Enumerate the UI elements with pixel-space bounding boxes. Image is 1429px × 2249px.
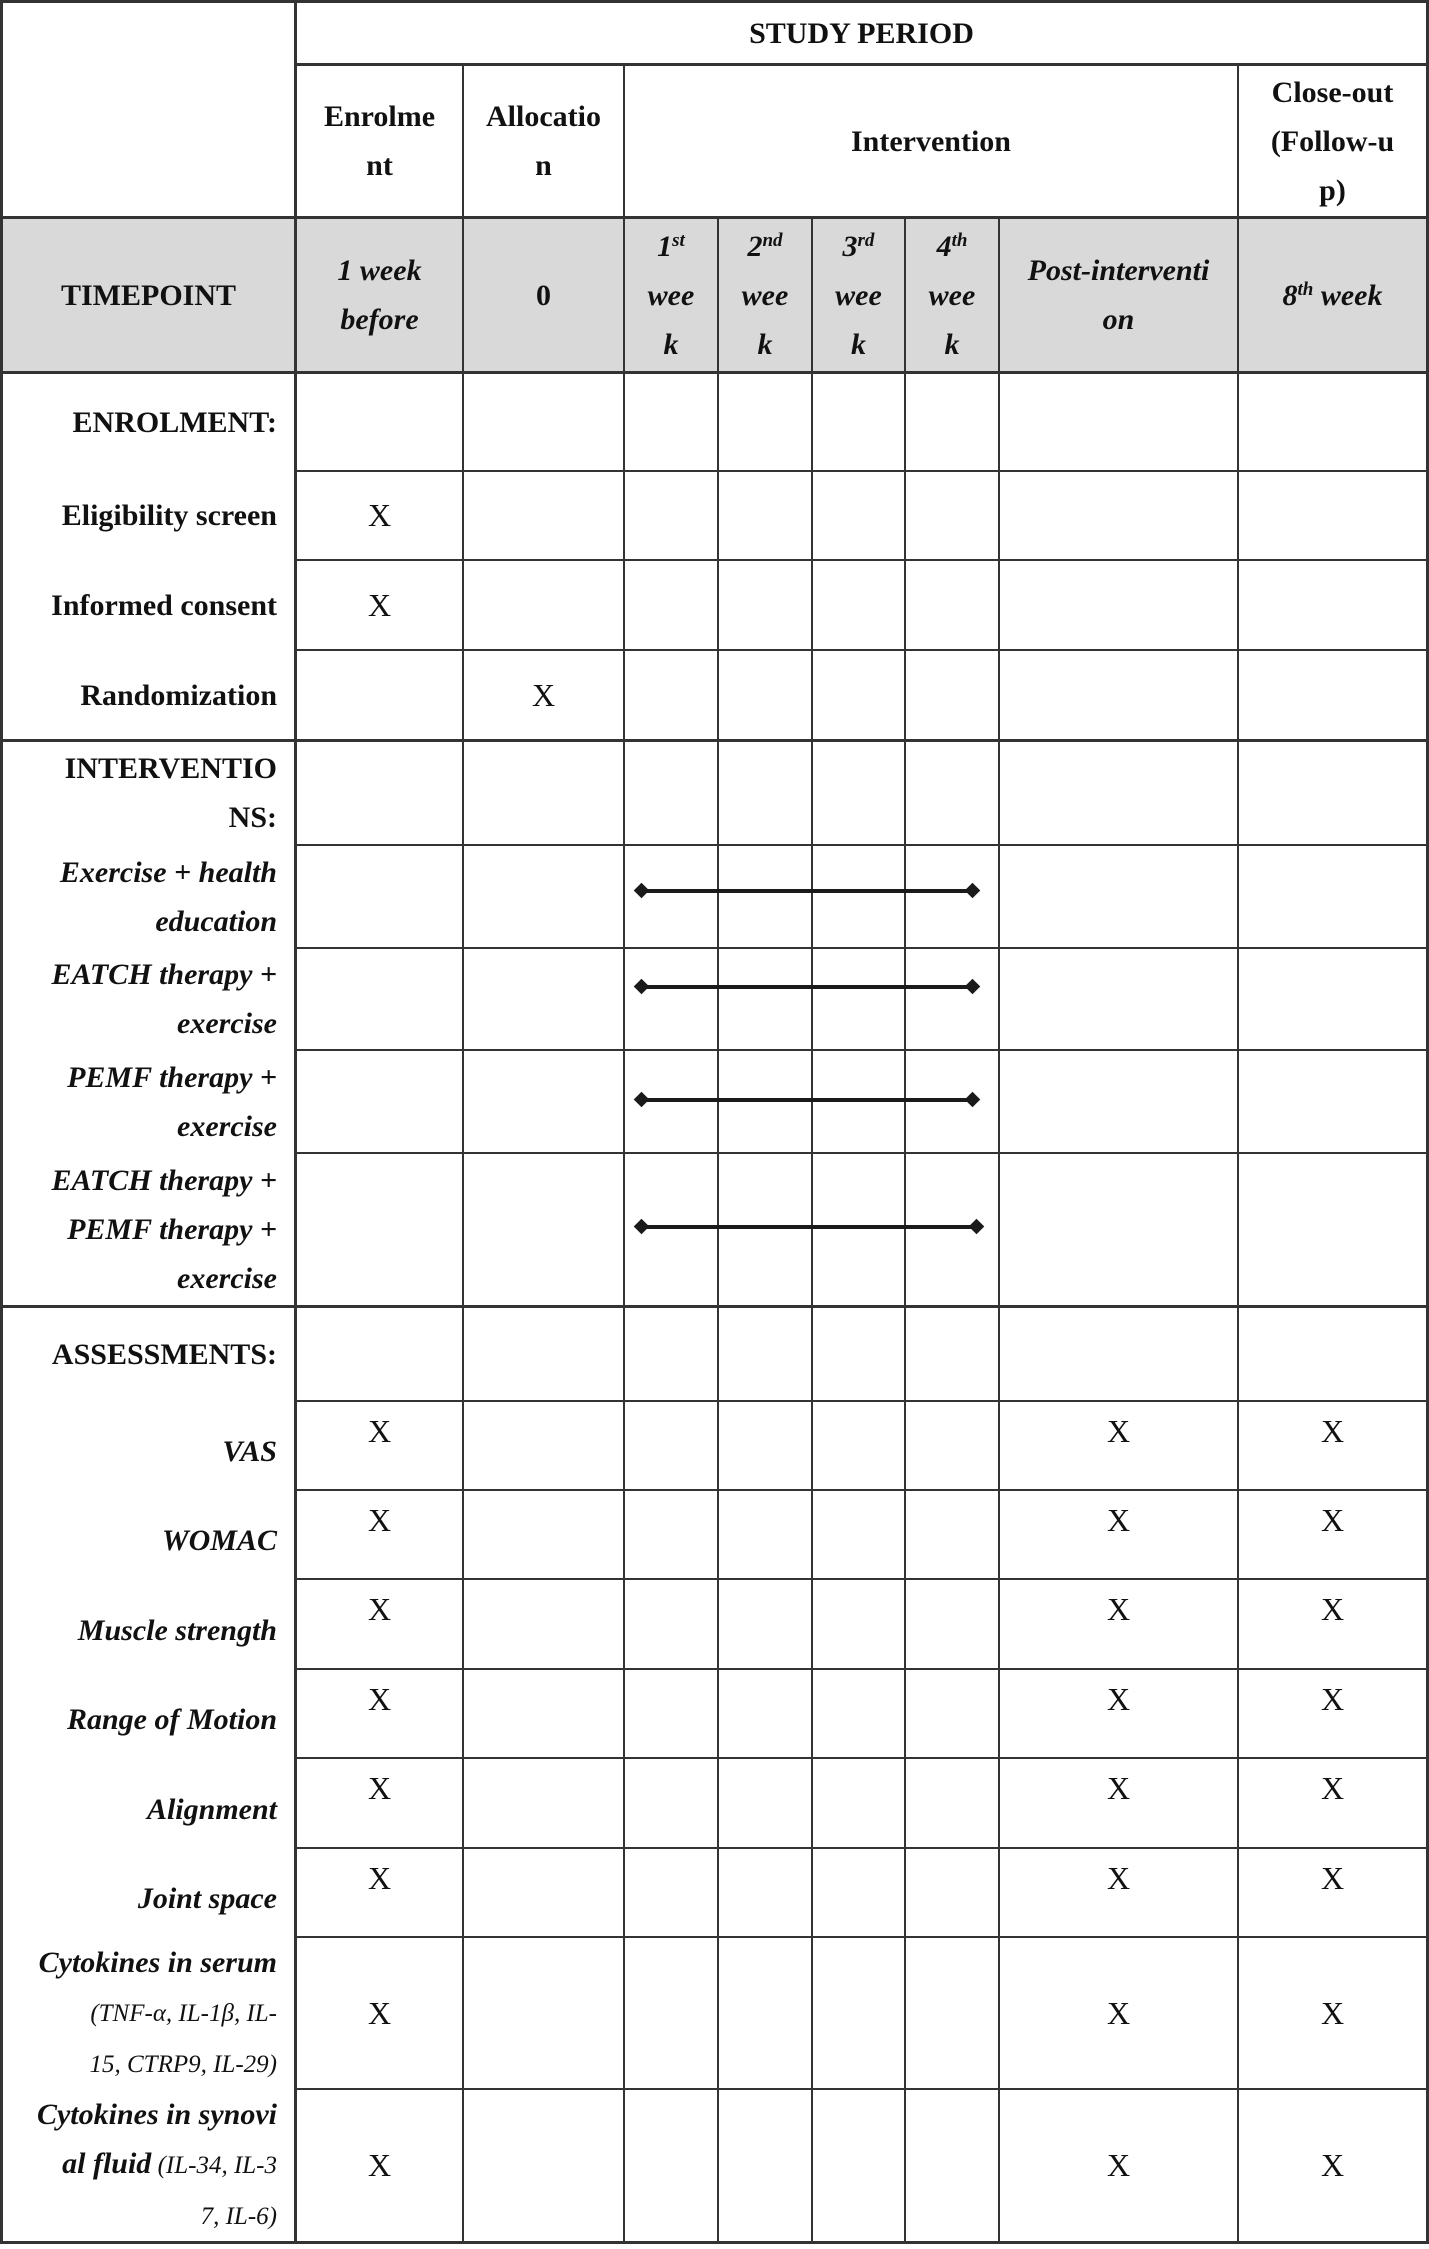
x-mark: X (1106, 1769, 1131, 1806)
timepoint-label: TIMEPOINT (60, 278, 237, 312)
week1-line2: wee (647, 278, 695, 312)
joint-space-label: Joint space (137, 1882, 277, 1915)
phase-closeout-line2: (Follow-u (1270, 124, 1395, 158)
mark-synovial-post (999, 2089, 1238, 2242)
phase-allocation-line2: n (535, 149, 552, 182)
x-mark: X (367, 1769, 392, 1806)
mark-womac-post (999, 1490, 1238, 1550)
assessments-title: ASSESSMENTS: (51, 1337, 277, 1371)
row-cytokines-serum (2, 1937, 295, 2089)
x-mark: X (367, 1994, 392, 2031)
row-alignment (2, 1758, 295, 1848)
mark-serum-post (999, 1937, 1238, 2089)
section-enrolment-title (2, 373, 295, 471)
informed-consent-label: Informed consent (51, 588, 277, 622)
intervention4-line3: exercise (177, 1262, 277, 1295)
week1-suffix: st (672, 229, 685, 251)
mark-alignment-followup (1238, 1758, 1427, 1818)
week1-number: 1 (657, 229, 673, 263)
timepoint-alloc (463, 218, 624, 372)
grid-line (462, 63, 464, 2244)
bar-start-diamond (634, 883, 650, 899)
x-mark: X (367, 2147, 392, 2183)
row-exercise-health-education (2, 845, 295, 948)
phase-closeout (1238, 65, 1427, 217)
study-period-label: STUDY PERIOD (749, 16, 974, 50)
mark-vas-post (999, 1401, 1238, 1461)
mark-vas-followup (1238, 1401, 1427, 1461)
enrolment-title: ENROLMENT: (72, 405, 277, 439)
muscle-strength-label: Muscle strength (77, 1614, 277, 1647)
phase-enrolment-line1: Enrolme (323, 100, 436, 133)
x-mark: X (367, 497, 392, 533)
x-mark: X (531, 676, 556, 713)
week3-number: 3 (842, 229, 858, 263)
grid-line (295, 470, 1429, 472)
timepoint-post-line1: Post-interventi (1027, 254, 1210, 287)
phase-allocation-line1: Allocatio (486, 100, 601, 133)
x-mark: X (1320, 1501, 1345, 1538)
row-eatch-exercise (2, 948, 295, 1050)
week4-suffix: th (951, 229, 968, 251)
mark-serum-enrol (296, 1937, 463, 2089)
mark-synovial-enrol (296, 2089, 463, 2242)
bar-start-diamond (634, 1092, 650, 1108)
row-joint-space (2, 1848, 295, 1937)
week1-line3: k (663, 327, 679, 361)
mark-joint-followup (1238, 1848, 1427, 1908)
mark-rom-enrol (296, 1669, 463, 1729)
mark-womac-enrol (296, 1490, 463, 1550)
week2-line3: k (757, 327, 773, 361)
x-mark: X (1320, 2147, 1345, 2183)
x-mark: X (1106, 2147, 1131, 2183)
mark-womac-followup (1238, 1490, 1427, 1550)
phase-enrolment (296, 65, 463, 217)
mark-randomization-alloc (463, 650, 624, 740)
cytokines-serum-detail2: 15, CTRP9, IL-29) (89, 2050, 277, 2078)
followup-rest: week (1313, 278, 1383, 312)
followup-suffix: th (1297, 278, 1314, 300)
grid-line (295, 844, 1429, 846)
grid-line (295, 947, 1429, 949)
x-mark: X (1106, 1412, 1131, 1449)
timepoint-enrol-line2: before (340, 303, 419, 336)
timepoint-enrol-line1: 1 week (337, 254, 422, 287)
intervention3-line2: exercise (177, 1109, 277, 1143)
week4-line2: wee (928, 278, 976, 312)
section-interventions-title (2, 741, 295, 845)
week3-line3: k (850, 327, 866, 361)
cytokines-synovial-detail1: (IL-34, IL-3 (151, 2152, 277, 2179)
x-mark: X (1320, 1859, 1345, 1896)
timepoint-alloc-value: 0 (536, 278, 551, 312)
grid-line (904, 216, 906, 2244)
week3-suffix: rd (857, 229, 875, 251)
phase-allocation (463, 65, 624, 217)
x-mark: X (1320, 1590, 1345, 1627)
intervention2-line1: EATCH therapy + (51, 958, 277, 991)
mark-joint-post (999, 1848, 1238, 1908)
bar-end-diamond (965, 1092, 981, 1108)
row-cytokines-synovial (2, 2089, 295, 2242)
x-mark: X (367, 1590, 392, 1627)
row-vas (2, 1401, 295, 1490)
mark-alignment-post (999, 1758, 1238, 1818)
row-eatch-pemf-exercise (2, 1153, 295, 1306)
x-mark: X (1320, 1994, 1345, 2031)
x-mark: X (1106, 1994, 1131, 2031)
intervention3-line1: PEMF therapy + (67, 1060, 277, 1094)
x-mark: X (1320, 1769, 1345, 1806)
cytokines-synovial-line2: al fluid (62, 2147, 152, 2180)
timepoint-post-line2: on (1102, 303, 1135, 336)
phase-closeout-line1: Close-out (1271, 75, 1394, 109)
study-period-header (296, 2, 1427, 64)
row-randomization (2, 650, 295, 740)
x-mark: X (1106, 1590, 1131, 1627)
cytokines-serum-detail1: (TNF-α, IL-1β, IL- (90, 1999, 277, 2027)
randomization-label: Randomization (80, 678, 277, 712)
section-assessments-title (2, 1307, 295, 1401)
duration-bar (642, 1225, 976, 1229)
intervention4-line2: PEMF therapy + (67, 1213, 277, 1246)
followup-number: 8 (1282, 278, 1298, 312)
row-range-of-motion (2, 1669, 295, 1758)
timepoint-post (999, 218, 1238, 372)
grid-line (811, 216, 813, 2244)
week3-line2: wee (835, 278, 882, 312)
intervention1-line2: education (155, 904, 277, 938)
bar-end-diamond (965, 883, 981, 899)
x-mark: X (367, 1501, 392, 1538)
x-mark: X (1320, 1680, 1345, 1717)
intervention4-line1: EATCH therapy + (51, 1164, 277, 1197)
phase-enrolment-line2: nt (366, 149, 393, 182)
week2-suffix: nd (762, 229, 783, 251)
phase-intervention-label: Intervention (851, 124, 1011, 158)
interventions-title-line1: INTERVENTIO (64, 752, 277, 785)
x-mark: X (367, 1680, 392, 1717)
week4-line3: k (944, 327, 960, 361)
mark-consent-enrol (296, 560, 463, 650)
alignment-label: Alignment (146, 1793, 277, 1826)
mark-vas-enrol (296, 1401, 463, 1461)
grid-line (623, 63, 625, 2244)
x-mark: X (367, 1859, 392, 1896)
cytokines-synovial-line1: Cytokines in synovi (36, 2098, 277, 2131)
week4-number: 4 (936, 229, 952, 263)
eligibility-label: Eligibility screen (61, 499, 277, 532)
grid-line (717, 216, 719, 2244)
timepoint-label-cell (2, 218, 295, 372)
mark-muscle-enrol (296, 1579, 463, 1639)
range-of-motion-label: Range of Motion (66, 1703, 277, 1736)
intervention1-line1: Exercise + health (59, 855, 277, 889)
interventions-title-line2: NS: (228, 801, 277, 834)
grid-line (1237, 63, 1239, 2244)
mark-muscle-followup (1238, 1579, 1427, 1639)
phase-intervention (624, 65, 1238, 217)
timepoint-week2 (718, 218, 812, 372)
row-womac (2, 1490, 295, 1579)
row-pemf-exercise (2, 1050, 295, 1153)
mark-eligibility-enrol (296, 471, 463, 560)
grid-line (295, 1152, 1429, 1154)
x-mark: X (1106, 1680, 1131, 1717)
duration-bar (642, 889, 972, 893)
bar-start-diamond (634, 1219, 650, 1235)
mark-muscle-post (999, 1579, 1238, 1639)
cytokines-synovial-detail2: 7, IL-6) (200, 2203, 277, 2230)
mark-synovial-followup (1238, 2089, 1427, 2242)
bar-start-diamond (634, 979, 650, 995)
week2-number: 2 (747, 229, 763, 263)
x-mark: X (367, 586, 392, 623)
x-mark: X (367, 1412, 392, 1449)
row-eligibility (2, 471, 295, 560)
x-mark: X (1320, 1412, 1345, 1449)
duration-bar (642, 985, 972, 989)
row-muscle-strength (2, 1579, 295, 1669)
mark-joint-enrol (296, 1848, 463, 1908)
timepoint-week3 (812, 218, 905, 372)
bar-end-diamond (969, 1219, 985, 1235)
bar-end-diamond (965, 979, 981, 995)
phase-closeout-line3: p) (1319, 173, 1346, 207)
mark-rom-post (999, 1669, 1238, 1729)
x-mark: X (1106, 1501, 1131, 1538)
duration-bar (642, 1098, 972, 1102)
mark-alignment-enrol (296, 1758, 463, 1818)
timepoint-week4 (905, 218, 999, 372)
grid-line (295, 559, 1429, 561)
grid-line (295, 1049, 1429, 1051)
mark-rom-followup (1238, 1669, 1427, 1729)
timepoint-followup (1238, 218, 1427, 372)
womac-label: WOMAC (161, 1524, 277, 1557)
timepoint-enrol (296, 218, 463, 372)
vas-label: VAS (222, 1435, 277, 1468)
week2-line2: wee (741, 278, 789, 312)
timepoint-week1 (624, 218, 718, 372)
x-mark: X (1106, 1859, 1131, 1896)
intervention2-line2: exercise (177, 1007, 277, 1040)
cytokines-serum-title: Cytokines in serum (38, 1945, 277, 1979)
mark-serum-followup (1238, 1937, 1427, 2089)
row-informed-consent (2, 560, 295, 650)
